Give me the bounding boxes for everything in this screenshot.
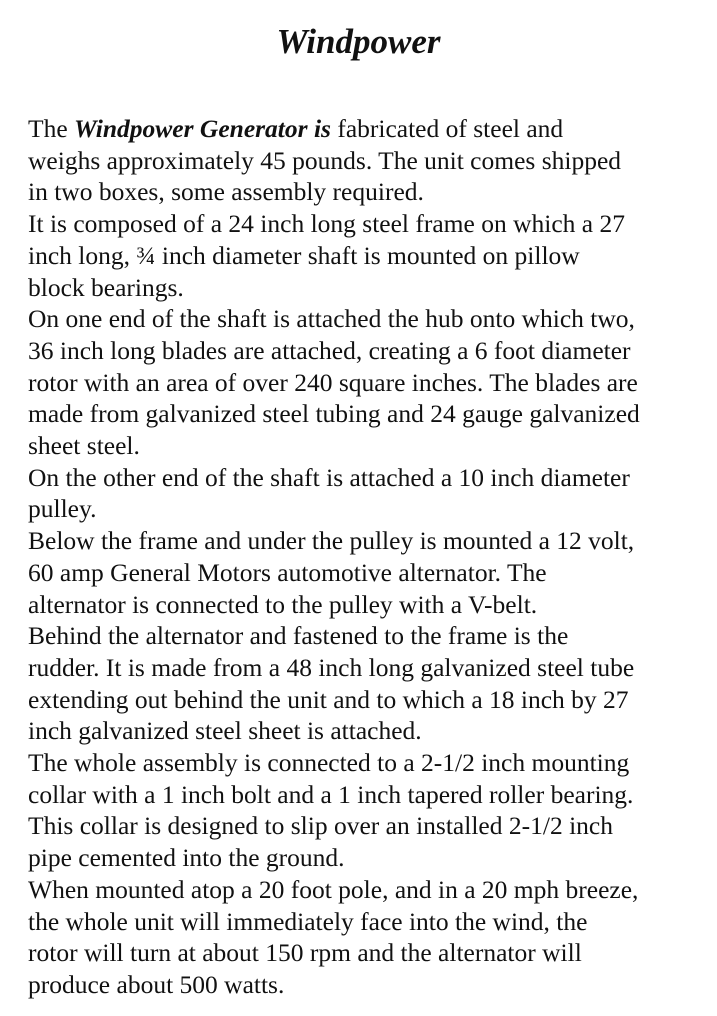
text-line: rotor with an area of over 240 square inches. The blades are	[28, 367, 638, 397]
text-line: inch galvanized steel sheet is attached.	[28, 716, 422, 746]
text-line	[28, 113, 708, 145]
text-line: sheet steel.	[28, 431, 140, 461]
text-line: pulley.	[28, 494, 97, 524]
text-line: block bearings.	[28, 272, 184, 302]
text-line: The whole assembly is connected to a 2-1/2 inch mounting	[28, 748, 630, 778]
text-line: 36 inch long blades are attached, creating a 6 foot diameter	[28, 335, 631, 365]
page-title: Windpower	[276, 22, 441, 61]
text-line: On the other end of the shaft is attached a 10 inch diameter	[28, 462, 630, 492]
text-line: made from galvanized steel tubing and 24 gauge galvanized	[28, 399, 640, 429]
text-line: rudder. It is made from a 48 inch long galvanized steel tube	[28, 652, 635, 682]
text-line: inch long, ¾ inch diameter shaft is mounted on pillow	[28, 240, 580, 270]
text-line: alternator is connected to the pulley with a V-belt.	[28, 589, 538, 619]
text-line: extending out behind the unit and to which a 18 inch by 27	[28, 684, 629, 714]
text-line: produce about 500 watts.	[28, 969, 285, 999]
emphasis-text: Windpower Generator is	[74, 114, 331, 143]
text-line: 60 amp General Motors automotive alternator. The	[28, 557, 547, 587]
text-line: Below the frame and under the pulley is mounted a 12 volt,	[28, 526, 635, 556]
document-body	[28, 113, 708, 1001]
text-line: rotor will turn at about 150 rpm and the alternator will	[28, 938, 582, 968]
text-line: pipe cemented into the ground.	[28, 843, 345, 873]
text-line: in two boxes, some assembly required.	[28, 177, 424, 207]
text-line: Behind the alternator and fastened to the frame is the	[28, 621, 569, 651]
text-segment: The	[28, 114, 75, 143]
text-segment: fabricated of steel and	[330, 114, 564, 143]
text-line: the whole unit will immediately face into the wind, the	[28, 906, 588, 936]
text-line: collar with a 1 inch bolt and a 1 inch tapered roller bearing.	[28, 779, 634, 809]
text-line: weighs approximately 45 pounds. The unit comes shipped	[28, 145, 622, 175]
text-line: On one end of the shaft is attached the hub onto which two,	[28, 304, 635, 334]
text-line: This collar is designed to slip over an installed 2-1/2 inch	[28, 811, 613, 841]
text-line: When mounted atop a 20 foot pole, and in a 20 mph breeze,	[28, 874, 639, 904]
text-line: It is composed of a 24 inch long steel frame on which a 27	[28, 209, 625, 239]
